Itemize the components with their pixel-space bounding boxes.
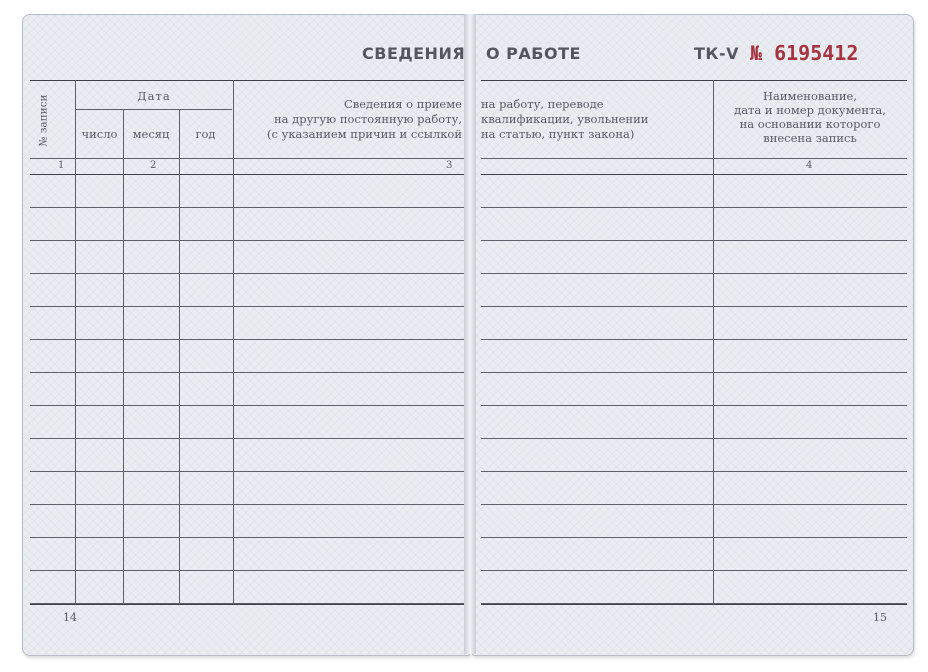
record-no-header: № записи [37, 94, 50, 147]
month-header: месяц [132, 127, 170, 141]
row-rule [481, 240, 907, 241]
table-top-rule [30, 80, 464, 81]
column-number-3: 3 [446, 160, 453, 171]
row-rule [481, 504, 907, 505]
date-header: Дата [137, 89, 171, 103]
row-rule [481, 339, 907, 340]
row-rule [30, 372, 464, 373]
row-rule [481, 405, 907, 406]
info-header-left-2: на другую постоянную работу, [273, 112, 462, 126]
header-bottom-rule [30, 158, 464, 159]
series-label: ТК-V [694, 44, 740, 63]
month-year-column-line [179, 109, 180, 604]
row-rule [481, 438, 907, 439]
row-rule [30, 339, 464, 340]
row-rule [30, 405, 464, 406]
table-top-rule [481, 80, 907, 81]
column-number-1: 1 [58, 160, 65, 171]
table-bottom-rule [30, 604, 464, 605]
row-rule [481, 273, 907, 274]
document-header-2: дата и номер документа, [734, 103, 886, 117]
column-number-4: 4 [806, 160, 813, 171]
record-number-column-line [75, 80, 76, 604]
table-bottom-rule [481, 604, 907, 605]
row-rule [30, 438, 464, 439]
info-header-left-3: (с указанием причин и ссылкой [267, 127, 462, 141]
title-left: СВЕДЕНИЯ [362, 44, 466, 63]
number-value: 6195412 [774, 41, 859, 65]
document-header-3: на основании которого [739, 117, 881, 131]
row-rule [481, 537, 907, 538]
column-number-2: 2 [150, 160, 157, 171]
year-header: год [195, 127, 216, 141]
info-header-right-2: квалификации, увольнении [481, 112, 649, 126]
document-number [750, 41, 858, 65]
day-header: число [81, 127, 118, 141]
day-month-column-line [123, 109, 124, 604]
row-rule [30, 240, 464, 241]
column-number-rule [481, 174, 907, 175]
row-rule [481, 471, 907, 472]
row-rule [30, 504, 464, 505]
row-rule [30, 570, 464, 571]
row-rule [30, 537, 464, 538]
date-subheader-rule [76, 109, 232, 110]
info-header-right-3: на статью, пункт закона) [481, 127, 635, 141]
date-info-column-line [233, 80, 234, 604]
header-bottom-rule [481, 158, 907, 159]
document-header-1: Наименование, [762, 89, 857, 103]
info-document-column-line [713, 80, 714, 604]
info-header-left-1: Сведения о приеме [343, 97, 462, 111]
row-rule [481, 372, 907, 373]
book-spine [464, 14, 476, 654]
page-number-right: 15 [873, 611, 887, 624]
row-rule [481, 570, 907, 571]
row-rule [481, 306, 907, 307]
document-header-4: внесена запись [763, 131, 857, 145]
row-rule [30, 306, 464, 307]
title-right: О РАБОТЕ [486, 44, 581, 63]
row-rule [481, 207, 907, 208]
row-rule [30, 207, 464, 208]
info-header-right-1: на работу, переводе [481, 97, 604, 111]
number-sign: № [750, 41, 763, 65]
row-rule [30, 273, 464, 274]
column-number-rule [30, 174, 464, 175]
row-rule [30, 471, 464, 472]
page-number-left: 14 [63, 611, 77, 624]
